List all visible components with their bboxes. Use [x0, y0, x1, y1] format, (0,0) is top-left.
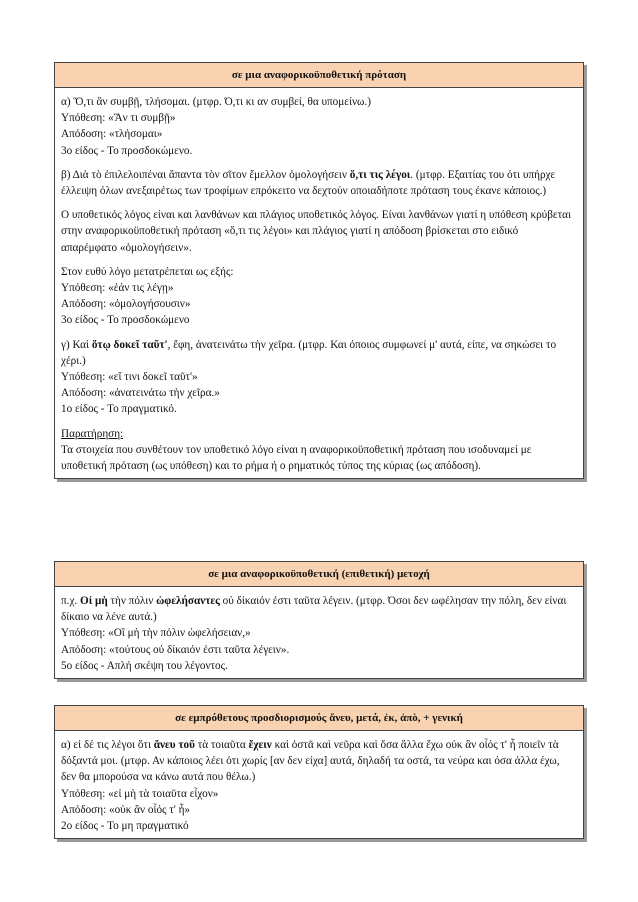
- example-g-pre: γ) Καὶ: [61, 338, 92, 351]
- example-g-apodosis: Απόδοση: «ἀνατεινάτω τὴν χεῖρα.»: [61, 387, 220, 400]
- direct-speech-apodosis: Απόδοση: «ὁμολογήσουσιν»: [61, 298, 191, 311]
- example-a-hypothesis: Υπόθεση: «Ἂν τι συμβῇ»: [61, 112, 176, 125]
- example-g-type: 1ο είδος - Το πραγματικό.: [61, 403, 177, 416]
- example-text: [61, 737, 577, 786]
- example-g: [61, 337, 577, 418]
- direct-speech-type: 3ο είδος - Το προσδοκώμενο: [61, 314, 190, 327]
- example-post: καὶ ὀστᾶ καὶ νεῦρα καὶ ὅσα ἄλλα ἔχω οὐκ ἂν οἷός τ' ἦ ποιεῖν τὰ δόξαντά μοι. (μτφρ. Αν κάποιος λέει ότι χωρίς [αν δεν είχα] αυτά, δηλαδή τα οστά, τα νεύρα και όσα άλλα έχω, δεν θα μπορούσα να κάνω αυτά που θέλω.): [61, 739, 560, 784]
- example: [61, 737, 577, 834]
- section-title: σε εμπρόθετους προσδιορισμούς ἄνευ, μετά, ἐκ, ἀπὸ, + γενική: [55, 706, 583, 731]
- note-title: Παρατήρηση:: [61, 427, 124, 440]
- example-bold: ἄνευ τοῦ: [153, 739, 195, 751]
- example-mid: τὴν πόλιν: [107, 595, 157, 607]
- direct-speech-hypothesis: Υπόθεση: «ἐάν τις λέγῃ»: [61, 282, 174, 295]
- example-hypothesis: Υπόθεση: «Οἳ μὴ τὴν πόλιν ὠφελήσειαν,»: [61, 627, 251, 640]
- example-apodosis: Απόδοση: «οὐκ ἂν οἷός τ' ἦ»: [61, 803, 191, 816]
- example-b-post: . (μτφρ. Εξαιτίας του ότι υπήρχε έλλειψη όλων ανεξαιρέτως των τροφίμων επρόκειτο να δεχτούν οποιαδήποτε πρόταση τους έκανε κάποιος.): [61, 168, 556, 198]
- example-g-post: , ἔφη, ἀνατεινάτω τὴν χεῖρα. (μτφρ. Και όποιος συμφωνεί μ' αυτά, είπε, να σηκώσει το χέρι.): [61, 338, 557, 367]
- example-pre: α) εἰ δέ τις λέγοι ὅτι: [61, 739, 154, 751]
- example-type: 2ο είδος - Το μη πραγματικό: [61, 820, 189, 833]
- example-mid: τὰ τοιαῦτα: [194, 739, 249, 751]
- example-apodosis: Απόδοση: «τούτους οὐ δίκαιόν ἐστι ταῦτα λέγειν».: [61, 643, 290, 656]
- example-a-apodosis: Απόδοση: «τλήσομαι»: [61, 128, 163, 141]
- example-a-text: α) Ὅ,τι ἂν συμβῇ, τλήσομαι. (μτφρ. Ό,τι κι αν συμβεί, θα υπομείνω.): [61, 96, 371, 108]
- example-g-bold: ὅτῳ δοκεῖ ταῦτ': [91, 338, 168, 351]
- example-b-pre: β) Διὰ τὸ ἐπιλελοιπέναι ἅπαντα τὸν σῖτον ἔμελλον ὁμολογήσειν: [61, 168, 350, 181]
- example-hypothesis: Υπόθεση: «εἰ μὴ τὰ τοιαῦτα εἶχον»: [61, 787, 219, 800]
- note-text: Τα στοιχεία που συνθέτουν τον υποθετικό λόγο είναι η αναφορικοϋποθετική πρόταση που ισοδυναμεί με υποθετική πρόταση (ως υπόθεση) και το ρήμα ή ο ρηματικός τύπος της κύριας (ως απόδοση).: [61, 443, 532, 473]
- section-title: σε μια αναφορικοϋποθετική πρόταση: [55, 63, 583, 88]
- example-b: [61, 167, 577, 199]
- example-text: [61, 593, 577, 625]
- example-a: [61, 94, 577, 159]
- section-prepositional-phrases: [54, 705, 584, 839]
- section-relative-conditional-participle: [54, 561, 584, 679]
- example-bold2: ἔχειν: [248, 739, 272, 751]
- section-body: [55, 587, 583, 678]
- note: [61, 426, 577, 475]
- example-post: οὐ δίκαιόν ἐστι ταῦτα λέγειν. (μτφρ. Όσοι δεν ωφέλησαν την πόλη, δεν είναι δίκαιο να λένε αυτά.): [61, 595, 567, 624]
- section-body: [55, 88, 583, 478]
- example-a-type: 3ο είδος - Το προσδοκώμενο.: [61, 144, 193, 157]
- example-g-hypothesis: Υπόθεση: «εἴ τινι δοκεῖ ταῦτ'»: [61, 371, 198, 384]
- section-relative-conditional-clause: [54, 62, 584, 479]
- example-bold: Οἱ μὴ: [80, 595, 108, 607]
- direct-speech: [61, 264, 577, 329]
- section-body: [55, 731, 583, 838]
- example: [61, 593, 577, 674]
- direct-speech-intro: Στον ευθύ λόγο μετατρέπεται ως εξής:: [61, 265, 234, 278]
- section-title: σε μια αναφορικοϋποθετική (επιθετική) μετοχή: [55, 562, 583, 587]
- example-b-bold: ὅ,τι τις λέγοι: [349, 168, 411, 181]
- example-bold2: ὠφελήσαντες: [156, 595, 220, 607]
- explanation-paragraph: Ο υποθετικός λόγος είναι και λανθάνων και πλάγιος υποθετικός λόγος. Είναι λανθάνων γιατί η υπόθεση κρύβεται στην αναφορικοϋποθετική πρόταση «ὅ,τι τις λέγοι» και πλάγιος γιατί η απόδοση βρίσκεται στο ειδικό απαρέμφατο «ὁμολογήσειν».: [61, 209, 571, 254]
- example-pre: π.χ.: [61, 595, 81, 607]
- example-type: 5ο είδος - Απλή σκέψη του λέγοντος.: [61, 659, 228, 672]
- example-g-text: [61, 337, 577, 369]
